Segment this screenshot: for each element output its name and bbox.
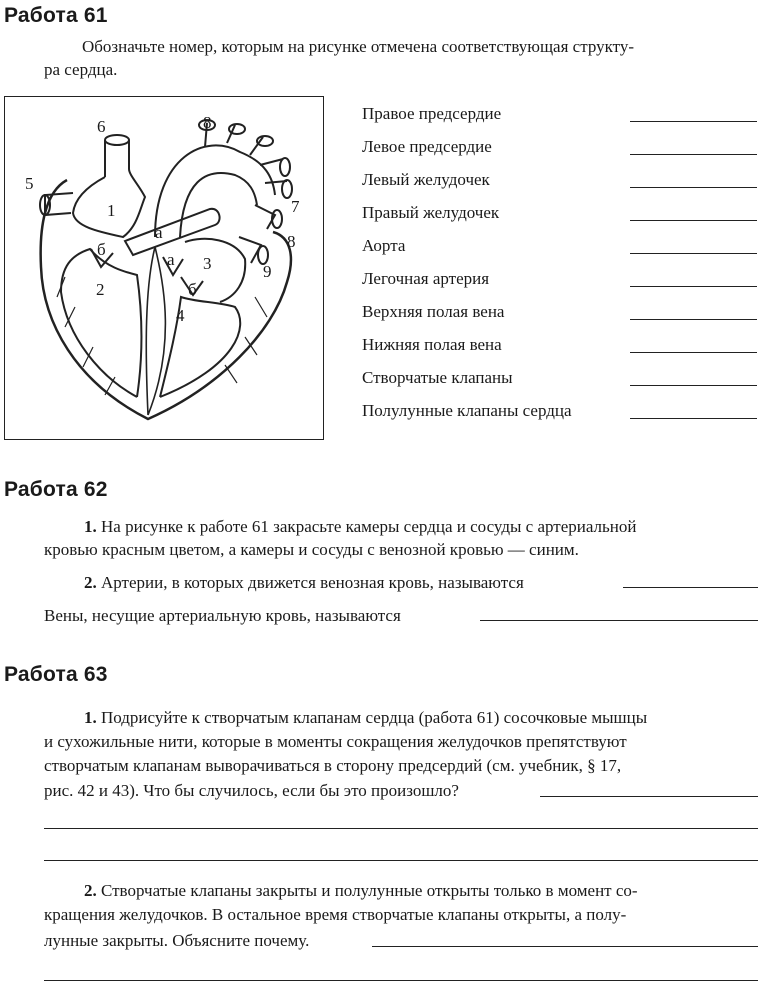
answer-line-aorta[interactable] [630,253,757,254]
structure-label-right-ventricle: Правый желудочек [362,203,500,222]
work-63-question-1-line-3: створчатым клапанам выворачиваться в сторону предсердий (см. учебник, § 17, [44,756,622,775]
work-63-question-1-line-4: рис. 42 и 43). Что бы случилось, если бы это произошло? [44,781,459,800]
work-62-title: Работа 62 [4,478,108,501]
work-63-question-1-line-1 [84,705,647,731]
heart-figure-frame [4,96,324,440]
work-62-question-2-line-2: Вены, несущие артериальную кровь, называются [44,606,401,625]
work-63-question-2-text: Створчатые клапаны закрыты и полулунные открыты только в момент со- [101,881,638,900]
structure-label-superior-vena-cava: Верхняя полая вена [362,302,505,321]
work-63-answer-line-2[interactable] [44,828,758,829]
answer-line-inferior-vena-cava[interactable] [630,352,757,353]
work-62-answer-line-2[interactable] [480,620,758,621]
work-61-instruction-line-1: Обозначьте номер, которым на рисунке отмечена соответствующая структу- [82,37,635,56]
structure-label-pulmonary-artery: Легочная артерия [362,269,490,288]
work-62-question-1-line-2: кровью красным цветом, а камеры и сосуды с венозной кровью — синим. [44,540,579,559]
work-62-question-1-text: На рисунке к работе 61 закрасьте камеры сердца и сосуды с артериальной [101,517,637,536]
work-63-question-1-text: Подрисуйте к створчатым клапанам сердца (работа 61) сосочковые мышцы [101,708,648,727]
work-63-answer-line-1[interactable] [540,796,758,797]
work-63-question-2-line-1 [84,878,638,904]
figure-label-b-right: б [188,280,197,299]
figure-label-6: 6 [97,117,106,136]
answer-line-pulmonary-artery[interactable] [630,286,757,287]
work-62-answer-line-1[interactable] [623,587,758,588]
figure-label-b-left: б [97,240,106,259]
work-63-answer-line-5[interactable] [44,980,758,981]
answer-line-semilunar-valves[interactable] [630,418,757,419]
structure-label-aorta: Аорта [362,236,406,255]
figure-label-3: 3 [203,254,212,273]
answer-line-right-ventricle[interactable] [630,220,757,221]
figure-label-9: 9 [263,262,272,281]
structure-label-right-atrium: Правое предсердие [362,104,502,123]
figure-label-2: 2 [96,280,105,299]
work-62-question-2-line-1 [84,570,524,596]
work-63-question-2-number: 2. [84,881,97,900]
work-61-instruction-line-2: ра сердца. [44,60,118,79]
structure-label-inferior-vena-cava: Нижняя полая вена [362,335,502,354]
structure-label-semilunar-valves: Полулунные клапаны сердца [362,401,572,420]
figure-label-1: 1 [107,201,116,220]
work-62-question-2-number: 2. [84,573,97,592]
figure-label-a-upper: а [155,223,163,242]
work-62-question-1-number: 1. [84,517,97,536]
work-63-question-2-line-3: лунные закрыты. Объясните почему. [44,931,310,950]
figure-label-5: 5 [25,174,34,193]
work-63-answer-line-4[interactable] [372,946,758,947]
figure-label-4: 4 [176,306,185,325]
figure-label-8-right: 8 [287,232,296,251]
structure-label-left-ventricle: Левый желудочек [362,170,490,189]
figure-label-a-lower: а [167,250,175,269]
work-63-answer-line-3[interactable] [44,860,758,861]
answer-line-left-atrium[interactable] [630,154,757,155]
structure-label-atrioventricular-valves: Створчатые клапаны [362,368,513,387]
work-61-title: Работа 61 [4,4,108,27]
figure-label-8-top: 8 [203,113,212,132]
work-63-question-2-line-2: кращения желудочков. В остальное время створчатые клапаны открыты, а полу- [44,905,627,924]
figure-label-7: 7 [291,197,300,216]
work-63-question-1-number: 1. [84,708,97,727]
work-63-question-1-line-2: и сухожильные нити, которые в моменты сокращения желудочков препятствуют [44,732,627,751]
answer-line-left-ventricle[interactable] [630,187,757,188]
heart-diagram [5,97,323,439]
work-62-question-2-text: Артерии, в которых движется венозная кровь, называются [101,573,524,592]
answer-line-superior-vena-cava[interactable] [630,319,757,320]
answer-line-right-atrium[interactable] [630,121,757,122]
answer-line-atrioventricular-valves[interactable] [630,385,757,386]
structure-label-left-atrium: Левое предсердие [362,137,492,156]
work-63-title: Работа 63 [4,663,108,686]
